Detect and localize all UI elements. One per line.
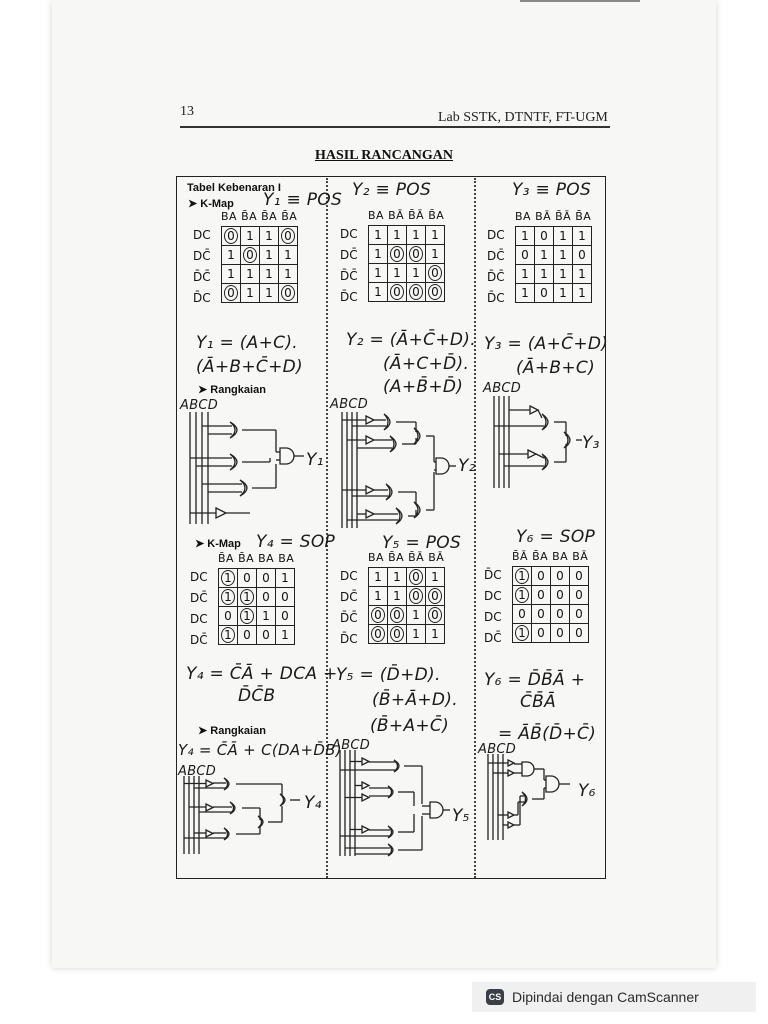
y3-equation-2: (Ā+B+C) [516,358,596,378]
kmap-cell-value: 1 [227,248,235,262]
y5-equation-1: Y₅ = (D̄+D). [336,665,441,685]
kmap-y1 [193,210,313,320]
kmap-cell [369,245,388,264]
kmap-cell-value: 0 [390,607,404,623]
kmap-cell-value: 0 [243,247,257,263]
kmap-cell [535,265,554,284]
circuit-1-output: Y₁ [306,450,324,470]
kmap-cell-value: 1 [281,628,289,642]
kmap-cell [535,227,554,246]
kmap-cell-value: 0 [575,626,583,640]
kmap-cell-value: 1 [412,608,420,622]
kmap-cell-value: 0 [575,588,583,602]
kmap-cell [426,264,445,283]
kmap-cell-value: 0 [428,588,442,604]
y4-kmap-row-label: DC [190,570,208,584]
y2-kmap-row-label: DC [340,227,358,241]
kmap-cell [238,569,257,588]
kmap-cell-value: 0 [390,246,404,262]
kmap-cell-value: 0 [224,609,232,623]
kmap-y5 [340,551,460,661]
kmap-label-2: ➤ K-Map [195,538,241,550]
kmap-cell-value: 0 [428,284,442,300]
kmap-cell-value: 0 [371,607,385,623]
circuit-5-inputs: ABCD [332,738,371,753]
kmap-cell-value: 1 [221,589,235,605]
kmap-cell-value: 0 [575,607,583,621]
kmap-cell-value: 1 [265,286,273,300]
kmap-cell [369,264,388,283]
kmap-cell [426,568,445,587]
circuit-label-1-text: Rangkaian [210,384,266,396]
kmap-cell-value: 0 [281,609,289,623]
kmap-cell [407,283,426,302]
kmap-cell [551,605,570,624]
kmap-cell [570,624,589,643]
kmap-cell [551,567,570,586]
kmap-cell [222,284,241,303]
page-title: HASIL RANCANGAN [314,148,454,163]
kmap-cell [407,245,426,264]
kmap-cell [388,226,407,245]
kmap-cell-value: 0 [262,571,270,585]
kmap-cell [241,265,260,284]
kmap-cell-value: 0 [518,607,526,621]
kmap-cell [369,587,388,606]
y5-kmap-grid [368,567,445,644]
kmap-cell [388,568,407,587]
kmap-y2 [340,209,460,319]
lab-name: Lab SSTK, DTNTF, FT-UGM [438,110,608,125]
kmap-cell-value: 1 [431,228,439,242]
kmap-cell [573,265,592,284]
y2-kmap-row-label: D̄C [340,290,358,304]
kmap-cell [388,625,407,644]
kmap-y6 [484,550,604,660]
kmap-cell [238,588,257,607]
kmap-cell-value: 1 [374,266,382,280]
camscanner-watermark [472,982,756,1012]
kmap-cell-value: 1 [265,267,273,281]
kmap-cell [516,265,535,284]
kmap-cell [257,626,276,645]
kmap-cell [407,587,426,606]
kmap-cell-value: 0 [575,569,583,583]
kmap-cell [388,606,407,625]
y6-kmap-row-label: DC̄ [484,631,502,645]
y6-equation-1: Y₆ = D̄B̄Ā + [484,670,586,690]
y4-kmap-row-label: DC̄ [190,591,208,605]
kmap-cell-value: 1 [221,627,235,643]
y4-heading: Y₄ = SOP [256,532,336,552]
kmap-cell [551,586,570,605]
kmap-cell-value: 0 [409,246,423,262]
kmap-cell-value: 1 [578,267,586,281]
kmap-cell-value: 0 [224,285,238,301]
kmap-cell-value: 1 [521,286,529,300]
kmap-cell [554,246,573,265]
kmap-cell [276,569,295,588]
kmap-cell [260,227,279,246]
y1-kmap-grid [221,226,298,303]
kmap-cell-value: 1 [393,266,401,280]
kmap-cell [426,625,445,644]
kmap-cell [388,245,407,264]
page-edge-line [520,0,640,2]
y2-kmap-row-label: DC̄ [340,248,358,262]
kmap-cell [407,606,426,625]
y6-kmap-row-label: D̄C [484,568,502,582]
kmap-y3 [487,210,607,320]
kmap-cell-value: 0 [428,265,442,281]
y1-heading: Y₁ ≡ POS [263,190,343,210]
y1-kmap-column-labels: BA B̄A B̄A B̄A [221,210,298,223]
circuit-2-inputs: ABCD [330,397,369,412]
kmap-cell [554,284,573,303]
y2-kmap-row-label: D̄C̄ [340,269,358,283]
kmap-cell-value: 0 [540,286,548,300]
kmap-cell [426,245,445,264]
kmap-cell-value: 0 [537,588,545,602]
kmap-cell [551,624,570,643]
kmap-cell [238,626,257,645]
kmap-cell [516,284,535,303]
kmap-cell [532,586,551,605]
kmap-cell [513,624,532,643]
kmap-cell-value: 0 [409,588,423,604]
kmap-cell-value: 1 [281,571,289,585]
kmap-label-2-text: K-Map [207,538,241,550]
y6-kmap-grid [512,566,589,643]
kmap-cell [219,607,238,626]
circuit-label-1: ➤ Rangkaian [198,384,266,396]
y3-kmap-row-label: D̄C [487,291,505,305]
kmap-cell-value: 1 [227,267,235,281]
y2-kmap-grid [368,225,445,302]
circuit-6-inputs: ABCD [478,742,517,757]
kmap-cell-value: 0 [281,590,289,604]
circuit-y4 [180,774,304,858]
kmap-cell [241,227,260,246]
kmap-cell [241,246,260,265]
kmap-cell [219,626,238,645]
circuit-y3 [486,392,586,492]
kmap-cell-value: 1 [412,266,420,280]
kmap-cell [222,246,241,265]
kmap-cell [516,227,535,246]
kmap-cell [407,226,426,245]
y6-equation-2: C̄B̄Ā [520,692,557,712]
y6-kmap-column-labels: B̄Ā B̄A BA BĀ [512,550,589,563]
kmap-cell-value: 0 [537,569,545,583]
kmap-cell [532,567,551,586]
kmap-cell-value: 0 [537,626,545,640]
kmap-cell-value: 1 [240,608,254,624]
circuit-label-2: ➤ Rangkaian [198,725,266,737]
kmap-cell-value: 1 [515,568,529,584]
y3-kmap-column-labels: BA BĀ B̄Ā B̄A [515,210,592,223]
y2-equation-2: (Ā+C+D̄). [383,354,470,374]
y4-kmap-row-label: DC̄ [190,633,208,647]
kmap-label-1-text: K-Map [200,198,234,210]
circuit-5-output: Y₅ [452,806,470,826]
kmap-cell [257,569,276,588]
kmap-cell [276,607,295,626]
kmap-cell-value: 0 [556,588,564,602]
kmap-cell [222,265,241,284]
kmap-cell-value: 1 [540,267,548,281]
kmap-cell [426,283,445,302]
kmap-cell [407,568,426,587]
camscanner-text: Dipindai dengan CamScanner [512,989,699,1005]
y1-kmap-row-label: DC̄ [193,249,211,263]
kmap-cell-value: 0 [243,628,251,642]
kmap-cell-value: 0 [540,229,548,243]
kmap-cell [369,606,388,625]
kmap-cell-value: 0 [409,284,423,300]
kmap-cell-value: 1 [393,589,401,603]
kmap-cell [573,284,592,303]
kmap-cell-value: 0 [521,248,529,262]
kmap-cell-value: 1 [265,229,273,243]
kmap-cell-value: 1 [262,609,270,623]
kmap-cell-value: 0 [281,228,295,244]
kmap-cell-value: 1 [246,229,254,243]
y5-kmap-row-label: DC [340,569,358,583]
y2-heading: Y₂ ≡ POS [352,180,432,200]
kmap-cell [388,283,407,302]
kmap-cell [573,227,592,246]
kmap-cell [238,607,257,626]
y3-heading: Y₃ ≡ POS [512,180,592,200]
kmap-cell-value: 1 [521,229,529,243]
kmap-cell [532,605,551,624]
kmap-cell [516,246,535,265]
y2-kmap-column-labels: BA BĀ B̄Ā B̄A [368,209,445,222]
y4-equation-1: Y₄ = C̄Ā + DCA + [186,664,338,684]
kmap-cell-value: 1 [431,570,439,584]
kmap-cell-value: 1 [515,625,529,641]
kmap-cell-value: 0 [390,626,404,642]
kmap-cell-value: 1 [559,248,567,262]
kmap-cell [260,265,279,284]
y1-kmap-row-label: DC [193,228,211,242]
y4-kmap-row-label: DC [190,612,208,626]
circuit-y6 [482,752,582,842]
kmap-cell-value: 1 [246,267,254,281]
kmap-cell-value: 0 [537,607,545,621]
kmap-y4 [190,552,310,662]
circuit-label-2-text: Rangkaian [210,725,266,737]
kmap-cell-value: 1 [221,570,235,586]
y5-kmap-column-labels: BA B̄A B̄Ā BĀ [368,551,445,564]
kmap-cell-value: 0 [262,628,270,642]
kmap-cell [219,569,238,588]
kmap-cell [426,587,445,606]
kmap-cell [535,246,554,265]
y3-kmap-row-label: DC [487,228,505,242]
y3-kmap-row-label: DC̄ [487,249,505,263]
kmap-cell-value: 1 [521,267,529,281]
y5-equation-3: (B̄+A+C̄) [370,716,450,736]
kmap-cell [369,283,388,302]
y6-kmap-row-label: DC [484,589,502,603]
header-rule [180,126,610,128]
y1-equation-2: (Ā+B+C̄+D) [196,357,303,377]
kmap-cell [573,246,592,265]
y5-heading: Y₅ = POS [382,533,462,553]
y5-equation-2: (B̄+Ā+D). [372,690,458,710]
kmap-cell [369,625,388,644]
kmap-cell-value: 1 [284,248,292,262]
y6-kmap-row-label: DC [484,610,502,624]
y2-equation-3: (A+B̄+D̄) [383,377,464,397]
circuit-2-output: Y₂ [458,456,476,476]
y4-equation-2: D̄C̄B [238,686,276,706]
kmap-cell-value: 1 [393,228,401,242]
kmap-cell-value: 0 [556,607,564,621]
kmap-cell-value: 1 [431,627,439,641]
kmap-cell [426,606,445,625]
y6-equation-3: = ĀB̄(D̄+C̄) [498,724,597,744]
kmap-cell [407,625,426,644]
circuit-y1 [180,408,320,528]
kmap-cell [554,265,573,284]
kmap-cell [260,246,279,265]
y6-heading: Y₆ = SOP [516,527,596,547]
kmap-cell-value: 1 [284,267,292,281]
kmap-cell [369,226,388,245]
y5-kmap-row-label: D̄C [340,632,358,646]
kmap-cell [513,567,532,586]
kmap-cell [279,227,298,246]
circuit-6-output: Y₆ [578,781,596,801]
kmap-cell [276,588,295,607]
kmap-cell-value: 1 [431,247,439,261]
y5-kmap-row-label: DC̄ [340,590,358,604]
y1-equation-1: Y₁ = (A+C). [196,333,298,353]
y3-equation-1: Y₃ = (A+C̄+D) [484,334,609,354]
kmap-cell [222,227,241,246]
truth-table-label: Tabel Kebenaran I [187,182,281,194]
kmap-cell-value: 1 [578,286,586,300]
circuit-4-inputs: ABCD [178,764,217,779]
circuit-1-inputs: ABCD [180,398,219,413]
kmap-cell-value: 0 [262,590,270,604]
kmap-cell-value: 0 [224,228,238,244]
y4-equation-3: Y₄ = C̄Ā + C(DA+D̄B) [178,741,342,759]
kmap-cell-value: 1 [412,228,420,242]
kmap-cell-value: 1 [412,627,420,641]
kmap-cell-value: 0 [371,626,385,642]
kmap-cell [257,588,276,607]
circuit-y2 [336,408,462,532]
kmap-cell [570,586,589,605]
y3-kmap-grid [515,226,592,303]
column-divider-right [474,178,476,878]
circuit-3-output: Y₃ [582,433,600,453]
y5-kmap-row-label: D̄C̄ [340,611,358,625]
kmap-cell-value: 1 [240,589,254,605]
kmap-cell-value: 0 [390,284,404,300]
kmap-cell [388,587,407,606]
kmap-cell [219,588,238,607]
kmap-cell-value: 1 [246,286,254,300]
kmap-cell [279,265,298,284]
kmap-cell [570,605,589,624]
kmap-label-1: ➤ K-Map [188,198,234,210]
kmap-cell [426,226,445,245]
kmap-cell [279,246,298,265]
kmap-cell-value: 0 [556,569,564,583]
kmap-cell-value: 0 [556,626,564,640]
y3-kmap-row-label: D̄C̄ [487,270,505,284]
kmap-cell [260,284,279,303]
y2-equation-1: Y₂ = (Ā+C̄+D). [346,330,476,350]
y4-kmap-column-labels: B̄A B̄A BA BA [218,552,295,565]
kmap-cell-value: 1 [374,228,382,242]
kmap-cell [554,227,573,246]
circuit-y5 [334,748,454,858]
kmap-cell-value: 1 [374,285,382,299]
kmap-cell [570,567,589,586]
y4-kmap-grid [218,568,295,645]
kmap-cell-value: 1 [540,248,548,262]
kmap-cell [407,264,426,283]
y1-kmap-row-label: D̄C̄ [193,270,211,284]
camscanner-logo-icon: CS [486,989,504,1005]
kmap-cell-value: 1 [374,247,382,261]
kmap-cell-value: 1 [374,589,382,603]
y1-kmap-row-label: D̄C [193,291,211,305]
kmap-cell-value: 1 [559,286,567,300]
kmap-cell [532,624,551,643]
kmap-cell [513,586,532,605]
kmap-cell-value: 1 [515,587,529,603]
kmap-cell [276,626,295,645]
kmap-cell-value: 1 [578,229,586,243]
circuit-3-inputs: ABCD [483,381,522,396]
kmap-cell [513,605,532,624]
kmap-cell [241,284,260,303]
kmap-cell-value: 0 [428,607,442,623]
kmap-cell [257,607,276,626]
kmap-cell-value: 1 [559,229,567,243]
kmap-cell [535,284,554,303]
kmap-cell [279,284,298,303]
kmap-cell-value: 1 [559,267,567,281]
kmap-cell [388,264,407,283]
kmap-cell-value: 0 [409,569,423,585]
circuit-4-output: Y₄ [304,793,322,813]
kmap-cell-value: 1 [393,570,401,584]
kmap-cell-value: 0 [578,248,586,262]
kmap-cell-value: 1 [265,248,273,262]
column-divider-left [326,178,328,878]
kmap-cell [369,568,388,587]
kmap-cell-value: 1 [374,570,382,584]
kmap-cell-value: 0 [243,571,251,585]
page-number: 13 [180,104,194,119]
kmap-cell-value: 0 [281,285,295,301]
